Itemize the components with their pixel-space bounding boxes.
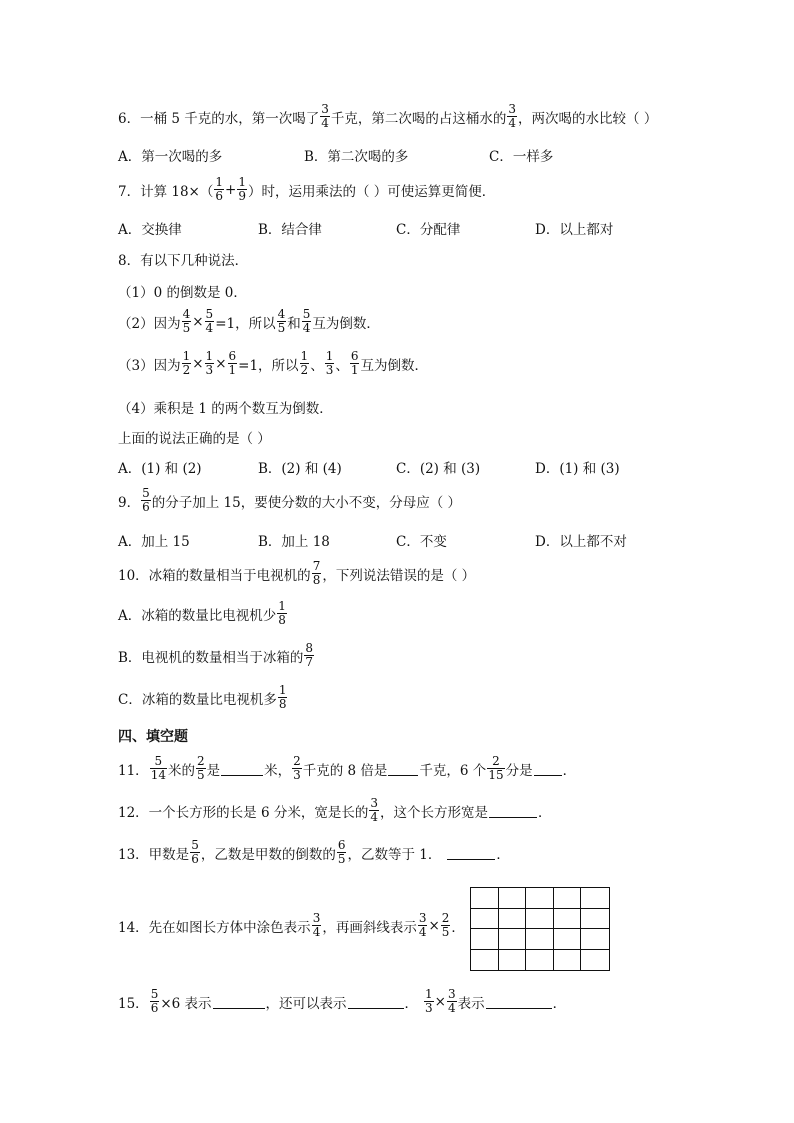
question-11 [118, 755, 576, 782]
grid-cell[interactable] [471, 929, 499, 950]
q8-s2-text-1: （2）因为 [118, 315, 181, 332]
q10-option-c[interactable] [118, 684, 288, 711]
q12-text-2: ，这个长方形宽是 [380, 804, 488, 821]
q11-text-5: 千克的 8 倍是 [302, 762, 388, 779]
q8-s3-text-3: 、 [310, 357, 324, 374]
q12-blank[interactable] [489, 803, 537, 818]
grid-cell[interactable] [526, 909, 554, 930]
q11-blank-2[interactable] [388, 761, 418, 776]
question-15 [118, 988, 566, 1015]
q10-fraction: $\frac{7}{8}$ [312, 559, 321, 587]
q6-fraction-2: $\frac{3}{4}$ [508, 102, 517, 130]
q8-s3-fraction-6: $\frac{6}{1}$ [350, 349, 359, 377]
q8-s2-fraction-2: $\frac{5}{4}$ [205, 307, 214, 335]
grid-cell[interactable] [581, 950, 609, 971]
q8-statement-2 [118, 308, 380, 335]
q8-s3-times-1: × [192, 355, 204, 372]
grid-cell[interactable] [499, 888, 527, 909]
q6-text-1: 6．一桶 5 千克的水，第一次喝了 [118, 110, 320, 127]
q15-text-4: 表示 [457, 995, 485, 1012]
q8-s3-fraction-3: $\frac{6}{1}$ [228, 349, 237, 377]
q14-fraction-1: $\frac{3}{4}$ [312, 911, 321, 939]
q14-times: × [428, 917, 440, 934]
question-12 [118, 797, 552, 824]
q11-blank-3[interactable] [534, 761, 562, 776]
q8-option-b[interactable]: B．(2) 和 (4) [258, 461, 342, 477]
q15-fraction-1: $\frac{5}{6}$ [150, 987, 159, 1015]
q15-text-2: ，还可以表示 [265, 995, 347, 1012]
q8-s2-times: × [192, 313, 204, 330]
q9-option-d[interactable]: D．以上都不对 [535, 534, 627, 550]
q8-s2-text-3: 和 [287, 315, 301, 332]
q8-s2-fraction-1: $\frac{4}{5}$ [182, 307, 191, 335]
q15-times: × [434, 993, 446, 1010]
q8-title: 8．有以下几种说法． [118, 253, 249, 269]
q7-fraction-2: $\frac{1}{9}$ [238, 175, 246, 203]
q13-text-3: ，乙数等于 1． [347, 846, 442, 863]
q11-fraction-1: $\frac{5}{14}$ [150, 754, 166, 782]
q10-option-a[interactable] [118, 600, 288, 627]
q8-s3-text-5: 互为倒数． [360, 357, 428, 374]
grid-cell[interactable] [581, 888, 609, 909]
q6-option-c[interactable]: C．一样多 [489, 149, 554, 165]
grid-cell[interactable] [471, 909, 499, 930]
q8-statement-1: （1）0 的倒数是 0． [118, 285, 247, 301]
q11-text-7: 分是 [505, 762, 533, 779]
q10-option-b-fraction: $\frac{8}{7}$ [305, 641, 314, 669]
q11-blank-1[interactable] [221, 761, 263, 776]
q8-s3-fraction-4: $\frac{1}{2}$ [300, 349, 309, 377]
q14-text-2: ，再画斜线表示 [322, 919, 417, 936]
q15-fraction-3: $\frac{3}{4}$ [447, 987, 456, 1015]
q13-text-2: ，乙数是甲数的倒数的 [200, 846, 336, 863]
q12-text-3: ． [538, 804, 552, 821]
q10-option-b[interactable] [118, 642, 315, 669]
q13-fraction-2: $\frac{6}{5}$ [337, 838, 346, 866]
q9-fraction: $\frac{5}{6}$ [142, 486, 150, 514]
q11-text-8: ． [562, 762, 577, 779]
q8-s2-text-4: 互为倒数． [312, 315, 380, 332]
section-heading: 四、填空题 [118, 729, 188, 745]
q6-option-a[interactable]: A．第一次喝的多 [118, 149, 223, 165]
q15-text-1: ×6 表示 [160, 995, 212, 1012]
q10-option-a-fraction: $\frac{1}{8}$ [278, 599, 286, 627]
q7-plus: + [225, 181, 237, 198]
q8-s3-fraction-2: $\frac{1}{3}$ [205, 349, 214, 377]
q11-fraction-2: $\frac{2}{5}$ [196, 754, 205, 782]
q15-blank-2[interactable] [348, 994, 404, 1009]
q14-text-1: 14．先在如图长方体中涂色表示 [118, 919, 311, 936]
q12-text-1: 12．一个长方形的长是 6 分米，宽是长的 [118, 804, 369, 821]
q13-blank[interactable] [447, 845, 495, 860]
question-6 [118, 103, 657, 130]
q14-fraction-3: $\frac{2}{5}$ [441, 911, 450, 939]
grid-cell[interactable] [499, 909, 527, 930]
q10-option-c-fraction: $\frac{1}{8}$ [278, 683, 287, 711]
q9-text-2: 的分子加上 15，要使分数的大小不变，分母应（ ） [151, 494, 461, 511]
question-7 [118, 176, 495, 203]
q6-text-3: ，两次喝的水比较（ ） [518, 110, 658, 127]
q8-s2-fraction-4: $\frac{5}{4}$ [302, 307, 311, 335]
q15-text-5: ． [552, 995, 567, 1012]
q8-option-d[interactable]: D．(1) 和 (3) [535, 461, 620, 477]
q15-text-0: 15． [118, 995, 149, 1012]
grid-cell[interactable] [554, 909, 582, 930]
q11-text-3: 是 [206, 762, 221, 779]
q6-option-b[interactable]: B．第二次喝的多 [304, 149, 409, 165]
q9-option-c[interactable]: C．不变 [396, 534, 447, 550]
question-9 [118, 487, 461, 514]
q11-fraction-3: $\frac{2}{3}$ [293, 754, 301, 782]
q7-text-1: 7．计算 18×（ [118, 183, 214, 200]
q7-option-b[interactable]: B．结合律 [258, 222, 322, 238]
question-10 [118, 560, 475, 587]
q8-s3-fraction-1: $\frac{1}{2}$ [182, 349, 191, 377]
q11-text-2: 米的 [167, 762, 195, 779]
q12-fraction: $\frac{3}{4}$ [370, 796, 378, 824]
q6-text-2: 千克，第二次喝的占这桶水的 [330, 110, 507, 127]
q6-fraction-1: $\frac{3}{4}$ [321, 102, 329, 130]
q8-statement-4: （4）乘积是 1 的两个数互为倒数． [118, 401, 333, 417]
q11-text-1: 11． [118, 762, 149, 779]
grid-cell[interactable] [554, 950, 582, 971]
q8-s2-text-2: =1，所以 [215, 315, 276, 332]
q11-text-6: 千克，6 个 [419, 762, 487, 779]
q8-question: 上面的说法正确的是（ ） [118, 431, 271, 447]
q8-s3-text-4: 、 [335, 357, 349, 374]
q7-option-d[interactable]: D．以上都对 [535, 222, 614, 238]
q13-text-1: 13．甲数是 [118, 846, 190, 863]
grid-cell[interactable] [526, 929, 554, 950]
question-13 [118, 839, 510, 866]
grid-cell[interactable] [499, 929, 527, 950]
q9-option-b[interactable]: B．加上 18 [258, 534, 330, 550]
q13-fraction-1: $\frac{5}{6}$ [191, 838, 199, 866]
q8-option-a[interactable]: A．(1) 和 (2) [118, 461, 202, 477]
q11-text-4: 米， [264, 762, 292, 779]
grid-cell[interactable] [554, 888, 582, 909]
q10-option-a-text: A．冰箱的数量比电视机少 [118, 607, 277, 624]
q15-blank-3[interactable] [486, 994, 552, 1009]
q11-fraction-4: $\frac{2}{15}$ [488, 754, 504, 782]
q8-option-c[interactable]: C．(2) 和 (3) [396, 461, 481, 477]
q13-text-4: ． [496, 846, 510, 863]
grid-cell[interactable] [526, 888, 554, 909]
grid-cell[interactable] [554, 929, 582, 950]
grid-cell[interactable] [581, 929, 609, 950]
grid-cell[interactable] [581, 909, 609, 930]
question-14 [118, 912, 465, 939]
q9-option-a[interactable]: A．加上 15 [118, 534, 190, 550]
q8-s3-text-1: （3）因为 [118, 357, 181, 374]
q15-text-3: ． [404, 995, 419, 1012]
q7-text-2: ）时，运用乘法的（ ）可使运算更简便． [247, 183, 496, 200]
q15-blank-1[interactable] [213, 994, 265, 1009]
q15-fraction-2: $\frac{1}{3}$ [425, 987, 433, 1015]
q8-s3-times-2: × [215, 355, 227, 372]
q14-fraction-2: $\frac{3}{4}$ [418, 911, 427, 939]
q10-text-1: 10．冰箱的数量相当于电视机的 [118, 567, 311, 584]
q10-option-c-text: C．冰箱的数量比电视机多 [118, 691, 277, 708]
grid-cell[interactable] [471, 888, 499, 909]
q14-text-3: ． [451, 919, 465, 936]
q9-text-1: 9． [118, 494, 141, 511]
q7-option-c[interactable]: C．分配律 [396, 222, 461, 238]
q14-rectangle-grid[interactable] [470, 887, 610, 971]
q10-option-b-text: B．电视机的数量相当于冰箱的 [118, 649, 304, 666]
q10-text-2: ，下列说法错误的是（ ） [322, 567, 476, 584]
q7-option-a[interactable]: A．交换律 [118, 222, 182, 238]
q8-s2-fraction-3: $\frac{4}{5}$ [277, 307, 286, 335]
grid-cell[interactable] [471, 950, 499, 971]
q8-s3-fraction-5: $\frac{1}{3}$ [325, 349, 334, 377]
q7-fraction-1: $\frac{1}{6}$ [215, 175, 224, 203]
q8-s3-text-2: =1，所以 [238, 357, 299, 374]
grid-cell[interactable] [526, 950, 554, 971]
q8-statement-3 [118, 350, 428, 377]
grid-cell[interactable] [499, 950, 527, 971]
